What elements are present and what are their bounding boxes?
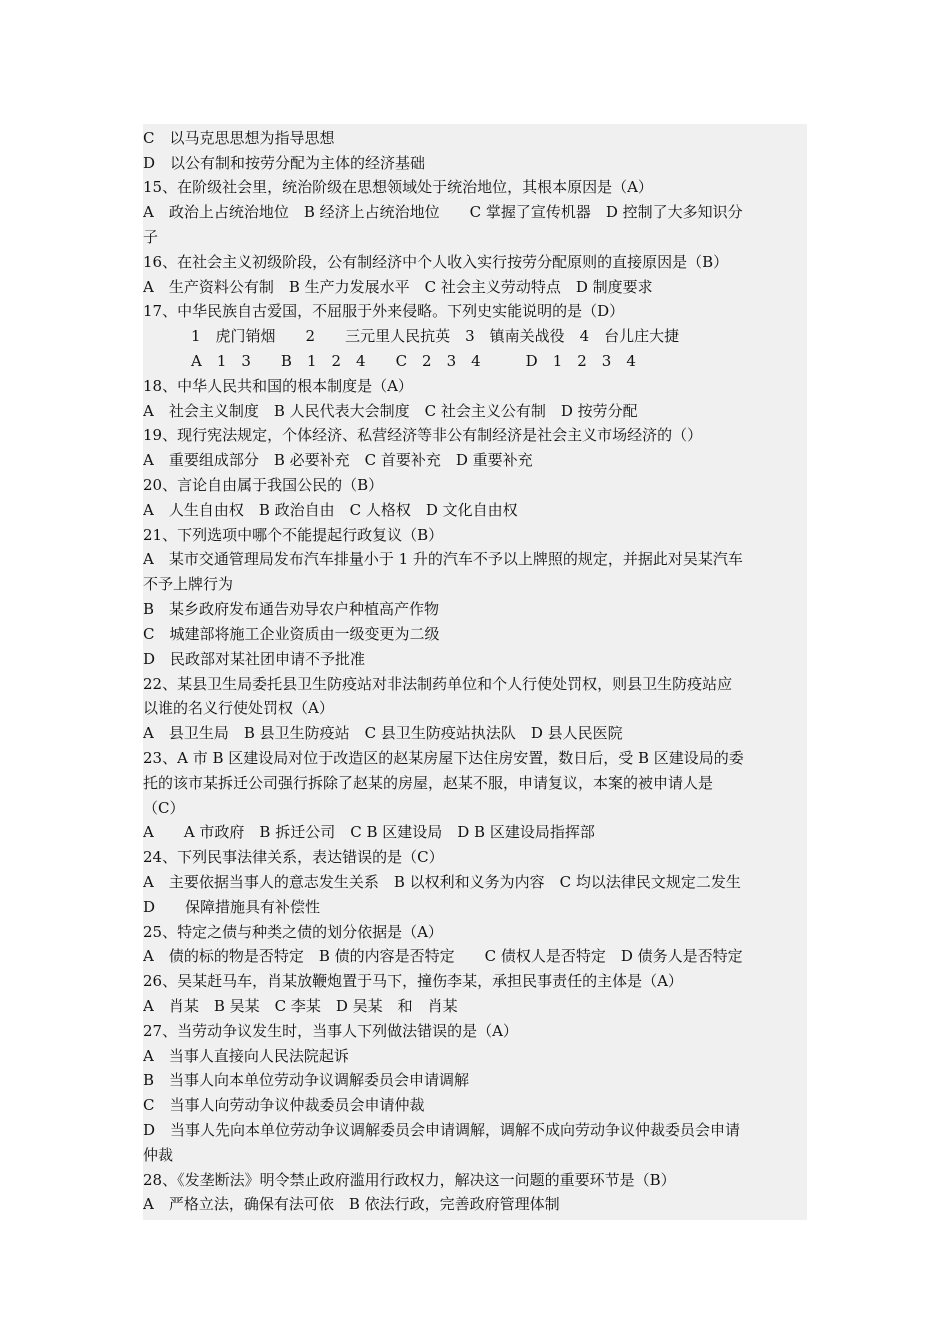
text-line: 15、在阶级社会里，统治阶级在思想领域处于统治地位，其根本原因是（A）	[143, 178, 653, 196]
text-line: 1 虎门销烟 2 三元里人民抗英 3 镇南关战役 4 台儿庄大捷	[191, 327, 680, 345]
text-line: A 当事人直接向人民法院起诉	[143, 1047, 349, 1065]
text-line: 17、中华民族自古爱国，不屈服于外来侵略。下列史实能说明的是（D）	[143, 302, 625, 320]
text-line: A 县卫生局 B 县卫生防疫站 C 县卫生防疫站执法队 D 县人民医院	[143, 724, 623, 742]
text-line: A 1 3 B 1 2 4 C 2 3 4 D 1 2 3 4	[191, 352, 636, 370]
text-line: A 重要组成部分 B 必要补充 C 首要补充 D 重要补充	[143, 451, 533, 469]
text-line: D 民政部对某社团申请不予批准	[143, 650, 366, 668]
text-line: C 城建部将施工企业资质由一级变更为二级	[143, 625, 440, 643]
text-line: 27、当劳动争议发生时，当事人下列做法错误的是（A）	[143, 1022, 518, 1040]
text-line: A 债的标的物是否特定 B 债的内容是否特定 C 债权人是否特定 D 债务人是否特定	[143, 947, 743, 965]
text-line: A 主要依据当事人的意志发生关系 B 以权利和义务为内容 C 均以法律民文规定二发生	[143, 873, 741, 891]
text-line: A 某市交通管理局发布汽车排量小于 1 升的汽车不予以上牌照的规定，并据此对吴某汽车	[143, 550, 743, 568]
text-line: A 生产资料公有制 B 生产力发展水平 C 社会主义劳动特点 D 制度要求	[143, 278, 653, 296]
text-line: 26、吴某赶马车，肖某放鞭炮置于马下，撞伤李某，承担民事责任的主体是（A）	[143, 972, 683, 990]
text-line: A 社会主义制度 B 人民代表大会制度 C 社会主义公有制 D 按劳分配	[143, 402, 638, 420]
text-line: B 当事人向本单位劳动争议调解委员会申请调解	[143, 1071, 470, 1089]
text-line: B 某乡政府发布通告劝导农户种植高产作物	[143, 600, 440, 618]
text-line: C 当事人向劳动争议仲裁委员会申请仲裁	[143, 1096, 425, 1114]
text-line: D 以公有制和按劳分配为主体的经济基础	[143, 154, 426, 172]
text-line: A 政治上占统治地位 B 经济上占统治地位 C 掌握了宣传机器 D 控制了大多知识分	[143, 203, 743, 221]
text-line: 22、某县卫生局委托县卫生防疫站对非法制药单位和个人行使处罚权，则县卫生防疫站应	[143, 675, 733, 693]
document-page	[143, 124, 807, 1220]
text-line: （C）	[143, 799, 185, 817]
text-line: 28、《发垄断法》明令禁止政府滥用行政权力，解决这一问题的重要环节是（B）	[143, 1171, 676, 1189]
text-line: A 肖某 B 吴某 C 李某 D 吴某 和 肖某	[143, 997, 458, 1015]
text-line: 不予上牌行为	[143, 575, 234, 593]
text-line: 24、下列民事法律关系，表达错误的是（C）	[143, 848, 444, 866]
text-line: C 以马克思思想为指导思想	[143, 129, 335, 147]
text-line: 19、现行宪法规定，个体经济、私营经济等非公有制经济是社会主义市场经济的（）	[143, 426, 703, 444]
text-line: 仲裁	[143, 1146, 174, 1164]
text-line: 25、特定之债与种类之债的划分依据是（A）	[143, 923, 443, 941]
text-line: 以谁的名义行使处罚权（A）	[143, 699, 334, 717]
text-line: 托的该市某拆迁公司强行拆除了赵某的房屋，赵某不服，申请复议，本案的被申请人是	[143, 774, 714, 792]
text-line: D 保障措施具有补偿性	[143, 898, 321, 916]
text-line: 21、下列选项中哪个不能提起行政复议（B）	[143, 526, 444, 544]
text-line: A 严格立法，确保有法可依 B 依法行政，完善政府管理体制	[143, 1195, 560, 1213]
text-line: A 人生自由权 B 政治自由 C 人格权 D 文化自由权	[143, 501, 518, 519]
text-line: 20、言论自由属于我国公民的（B）	[143, 476, 384, 494]
text-line: D 当事人先向本单位劳动争议调解委员会申请调解，调解不成向劳动争议仲裁委员会申请	[143, 1121, 741, 1139]
text-line: 18、中华人民共和国的根本制度是（A）	[143, 377, 413, 395]
text-line: 23、A 市 B 区建设局对位于改造区的赵某房屋下达住房安置，数日后，受 B 区建设局的委	[143, 749, 744, 767]
text-line: 16、在社会主义初级阶段，公有制经济中个人收入实行按劳分配原则的直接原因是（B）	[143, 253, 729, 271]
text-line: A A 市政府 B 拆迁公司 C B 区建设局 D B 区建设局指挥部	[143, 823, 595, 841]
text-line: 子	[143, 228, 159, 246]
